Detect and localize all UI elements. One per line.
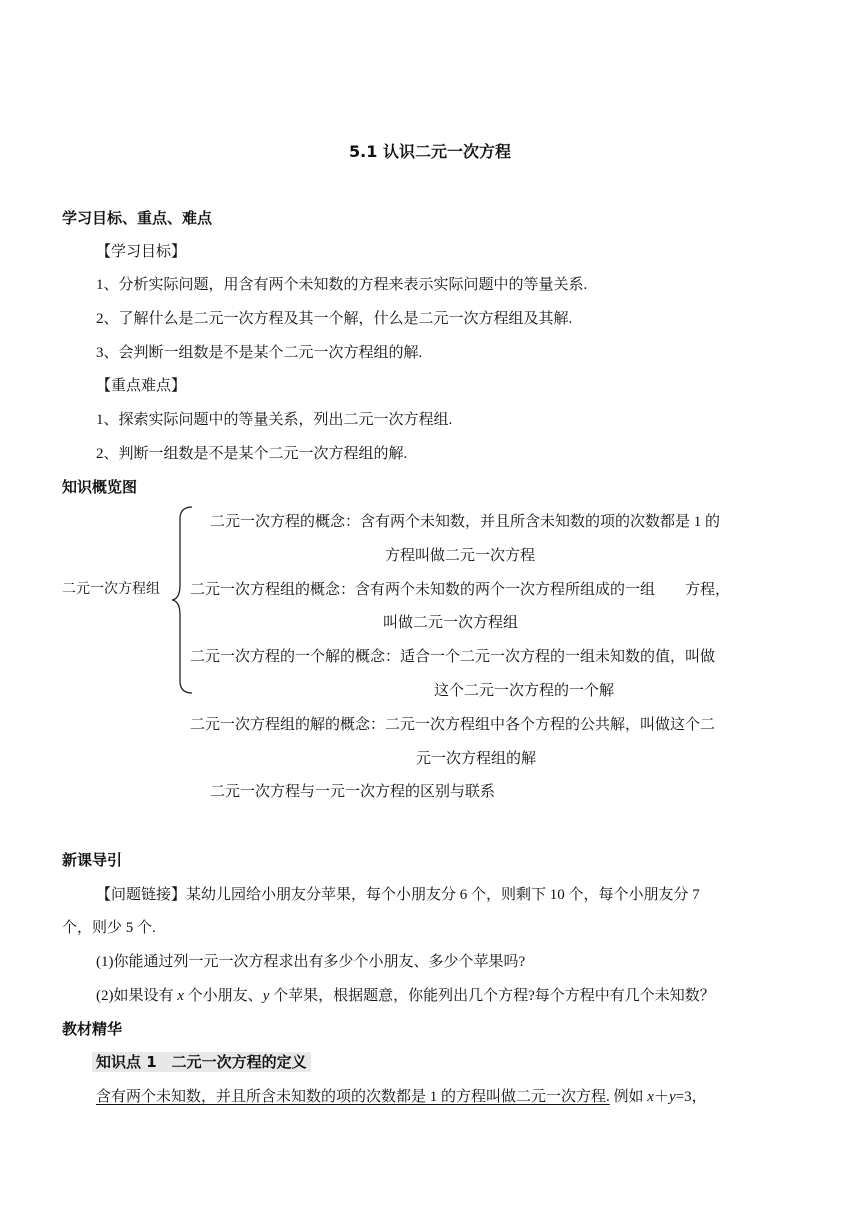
definition-text: 含有两个未知数，并且所含未知数的项的次数都是 1 的方程叫做二元一次方程. 例如 x＋y=3， [96,1089,707,1105]
goal-item: 1、分析实际问题，用含有两个未知数的方程来表示实际问题中的等量关系. [96,277,588,293]
goal-item: 2、了解什么是二元一次方程及其一个解，什么是二元一次方程组及其解. [96,311,573,327]
overview-item: 二元一次方程的一个解的概念：适合一个二元一次方程的一组未知数的值，叫做 [190,649,716,665]
problem-text-cont: 个，则少 5 个. [62,920,156,936]
overview-root: 二元一次方程组 [62,582,160,597]
overview-item: 二元一次方程与一元一次方程的区别与联系 [210,784,496,800]
key-tag: 【重点难点】 [96,378,187,394]
overview-item-cont: 方程叫做二元一次方程 [385,548,536,564]
goal-item: 3、会判断一组数是不是某个二元一次方程组的解. [96,345,423,361]
key-item: 2、判断一组数是不是某个二元一次方程组的解. [96,446,408,462]
section-heading-essence: 教材精华 [62,1020,123,1038]
section-heading-overview: 知识概览图 [62,478,138,496]
brace-icon [170,505,196,695]
key-item: 1、探索实际问题中的等量关系，列出二元一次方程组. [96,412,453,428]
section-heading-goals: 学习目标、重点、难点 [62,209,213,227]
overview-item-cont: 元一次方程组的解 [416,751,537,767]
overview-item: 二元一次方程组的解的概念：二元一次方程组中各个方程的公共解，叫做这个二 [190,717,716,733]
overview-item-cont: 叫做二元一次方程组 [383,615,519,631]
knowledge-point-heading: 知识点 1 二元一次方程的定义 [92,1051,311,1072]
section-heading-intro: 新课导引 [62,851,123,869]
page-title: 5.1 认识二元一次方程 [349,142,511,161]
problem-text: 【问题链接】某幼儿园给小朋友分苹果，每个小朋友分 6 个，则剩下 10 个，每个小朋友分 7 [96,887,700,903]
overview-item: 二元一次方程组的概念：含有两个未知数的两个一次方程所组成的一组 方程， [190,582,731,598]
question-2: (2)如果设有 x 个小朋友、y 个苹果，根据题意，你能列出几个方程?每个方程中有几个未知数？ [96,988,715,1004]
overview-item-cont: 这个二元一次方程的一个解 [434,683,615,699]
goal-tag: 【学习目标】 [96,244,187,260]
overview-item: 二元一次方程的概念：含有两个未知数，并且所含未知数的项的次数都是 1 的 [210,514,721,530]
question-1: (1)你能通过列一元一次方程求出有多少个小朋友、多少个苹果吗? [96,954,526,970]
